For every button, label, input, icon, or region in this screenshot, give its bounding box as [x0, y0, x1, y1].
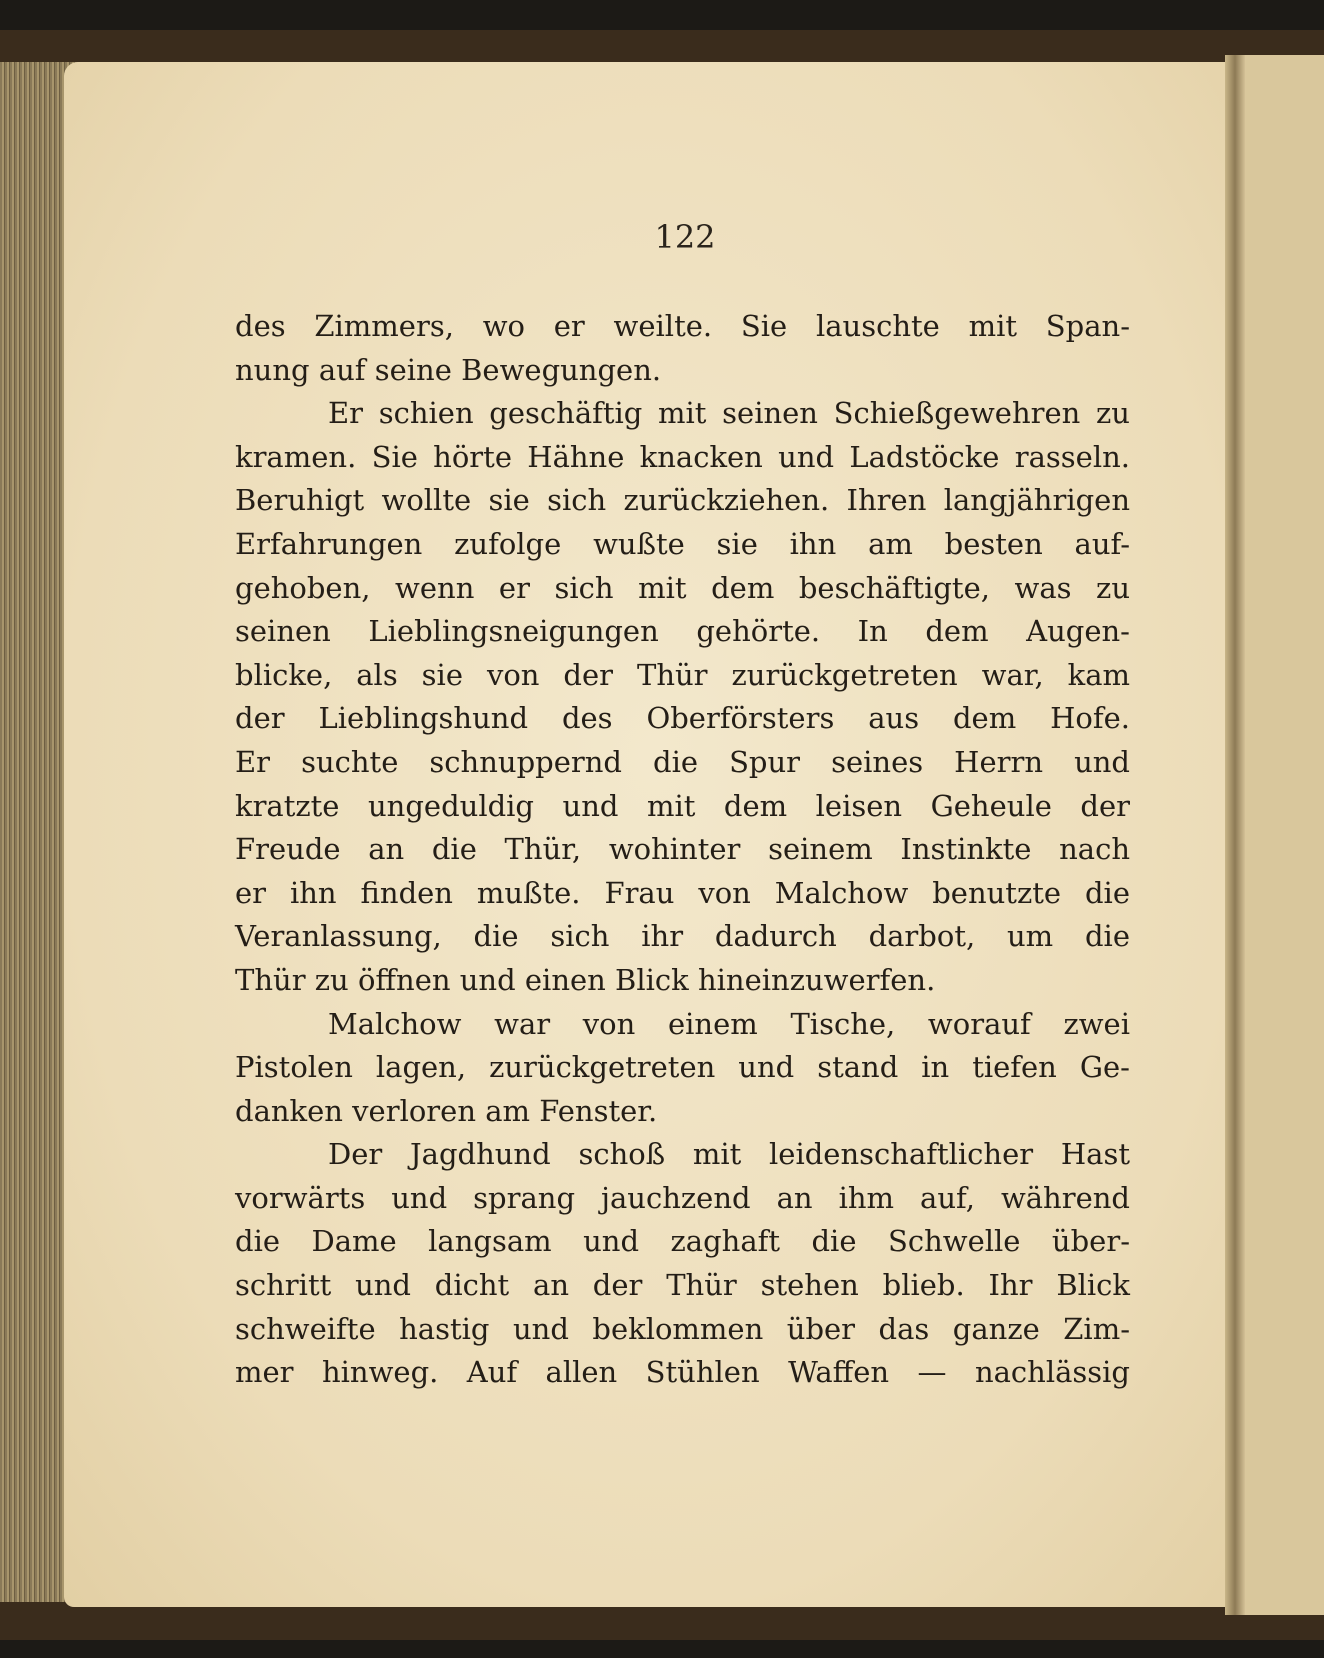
text-line: danken verloren am Fenster. — [235, 1093, 658, 1128]
book-gutter — [1225, 55, 1245, 1615]
text-line: die Dame langsam und zaghaft die Schwelle über- — [235, 1224, 1130, 1259]
text-line: des Zimmers, wo er weilte. Sie lauschte mit Span- — [235, 309, 1130, 343]
text-line: schritt und dicht an der Thür stehen blieb. Ihr Blick — [235, 1268, 1130, 1303]
text-line: schweifte hastig und beklommen über das ganze Zim- — [235, 1311, 1130, 1346]
text-line: kramen. Sie hörte Hähne knacken und Ladstöcke rasseln. — [235, 439, 1130, 474]
text-line: Pistolen lagen, zurückgetreten und stand in tiefen Ge- — [235, 1050, 1130, 1085]
text-line: nung auf seine Bewegungen. — [235, 352, 662, 387]
right-page-edge — [1240, 55, 1324, 1615]
text-line: gehoben, wenn er sich mit dem beschäftigte, was zu — [235, 570, 1130, 605]
text-line: Freude an die Thür, wohinter seinem Instinkte nach — [235, 832, 1130, 867]
text-line: seinen Lieblingsneigungen gehörte. In dem Augen- — [235, 614, 1130, 649]
text-line: Thür zu öffnen und einen Blick hineinzuwerfen. — [235, 962, 936, 997]
text-line: der Lieblingshund des Oberförsters aus dem Hofe. — [235, 701, 1130, 736]
text-line: er ihn finden mußte. Frau von Malchow benutzte die — [235, 875, 1130, 910]
text-line: Er schien geschäftig mit seinen Schießgewehren zu — [328, 396, 1130, 431]
text-line: kratzte ungeduldig und mit dem leisen Geheule der — [235, 788, 1130, 823]
text-line: Erfahrungen zufolge wußte sie ihn am besten auf- — [235, 526, 1130, 561]
text-line: mer hinweg. Auf allen Stühlen Waffen — nachlässig — [235, 1355, 1130, 1390]
page-number: 122 — [654, 218, 716, 256]
text-line: vorwärts und sprang jauchzend an ihm auf, während — [235, 1180, 1130, 1215]
text-line: blicke, als sie von der Thür zurückgetreten war, kam — [235, 657, 1130, 692]
text-line: Veranlassung, die sich ihr dadurch darbot, um die — [235, 919, 1130, 954]
text-line: Malchow war von einem Tische, worauf zwei — [328, 1006, 1130, 1041]
text-line: Er suchte schnuppernd die Spur seines Herrn und — [235, 744, 1130, 779]
text-line: Beruhigt wollte sie sich zurückziehen. Ihren langjährigen — [235, 483, 1130, 518]
text-line: Der Jagdhund schoß mit leidenschaftlicher Hast — [328, 1137, 1130, 1172]
body-text — [235, 305, 1130, 1395]
